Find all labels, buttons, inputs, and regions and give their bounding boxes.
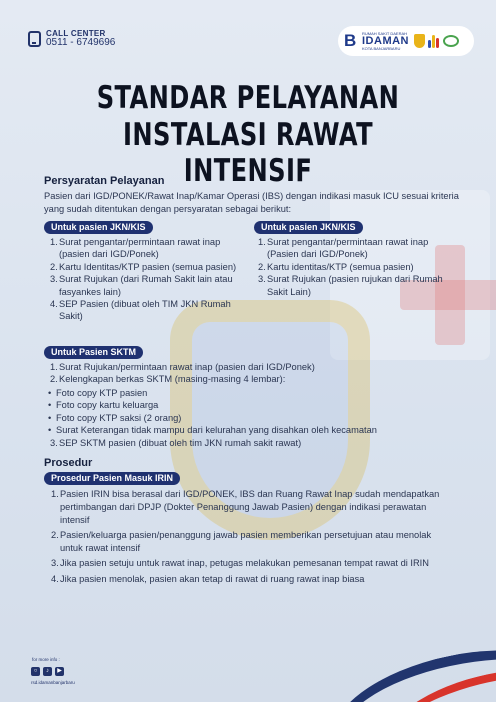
list-item: 3. Jika pasien setuju untuk rawat inap, petugas melakukan pemesanan tempat rawat di IRIN xyxy=(51,558,429,569)
city-emblem-icon xyxy=(414,34,425,48)
list-item: 4. Jika pasien menolak, pasien akan tetap di rawat di ruang rawat inap biasa xyxy=(51,573,365,584)
prosedur-label: Prosedur Pasien Masuk IRIN xyxy=(44,472,180,485)
persyaratan-intro: Pasien dari IGD/PONEK/Rawat Inap/Kamar Operasi (IBS) dengan indikasi masuk ICU sesuai kriteria yang sudah ditentukan dengan persyaratan sebagai berikut: xyxy=(44,191,459,214)
jkn-left-label: Untuk pasien JKN/KIS xyxy=(44,221,153,234)
list-item: 2. Kartu Identitas/KTP pasien (semua pasien) xyxy=(50,261,237,272)
list-item: 3. Surat Rujukan (dari Rumah Sakit lain atau fasyankes lain) xyxy=(50,274,233,297)
call-center xyxy=(28,30,115,49)
follow-text: for more info : xyxy=(32,657,60,662)
accreditation-logo-icon xyxy=(443,35,459,47)
logo-small-text: RUMAH SAKIT DAERAH xyxy=(362,30,408,36)
list-item: 2. Pasien/keluarga pasien/penanggung jawab pasien memberikan persetujuan atau menolak untuk rawat intensif xyxy=(51,530,432,554)
list-item: 2. Kelengkapan berkas SKTM (masing-masing 4 lembar): xyxy=(50,374,286,385)
youtube-icon[interactable]: ▶ xyxy=(55,667,64,676)
social-handle: rsd.idamanbanjarbaru xyxy=(31,680,75,685)
hospital-logos xyxy=(338,26,474,56)
logo-name: IDAMAN xyxy=(362,34,409,47)
sktm-label: Untuk Pasien SKTM xyxy=(44,346,143,359)
call-center-number: 0511 - 6749696 xyxy=(46,37,116,49)
sktm-list-bottom xyxy=(50,437,470,449)
list-item: • Surat Keterangan tidak mampu dari kelurahan yang disahkan oleh kecamatan xyxy=(47,424,467,436)
persyaratan-heading: Persyaratan Pelayanan xyxy=(44,175,165,187)
phone-icon xyxy=(28,31,41,47)
list-item: 1. Surat pengantar/permintaan rawat inap (pasien dari IGD/Ponek) xyxy=(50,237,221,260)
list-item: 3. Surat Rujukan (pasien rujukan dari Rumah Sakit Lain) xyxy=(258,274,443,297)
social-icons xyxy=(31,667,67,676)
logo-city: KOTA BANJARBARU xyxy=(362,45,401,51)
hospital-logo-icon: B xyxy=(344,31,357,50)
prosedur-list xyxy=(51,488,455,586)
sktm-list-top xyxy=(50,361,470,386)
jkn-right-list xyxy=(258,236,453,298)
list-item: 3. SEP SKTM pasien (dibuat oleh tim JKN rumah sakit rawat) xyxy=(50,438,302,448)
list-item: • Foto copy KTP saksi (2 orang) xyxy=(47,412,467,424)
page-title-line2: INSTALASI RAWAT INTENSIF xyxy=(123,117,373,189)
list-item: 1. Pasien IRIN bisa berasal dari IGD/PONEK, IBS dan Ruang Rawat Inap sudah mendapatkan pertimbangan dari DPJP (Dokter Penanggung Jawab Pasien) dengan indikasi perawatan intensif xyxy=(51,489,440,526)
bars-logo-icon xyxy=(428,34,439,48)
sktm-bullet-list xyxy=(47,387,467,437)
jkn-left-list xyxy=(50,236,248,323)
list-item: 2. Kartu identitas/KTP (semua pasien) xyxy=(258,261,414,272)
instagram-icon[interactable]: ○ xyxy=(31,667,40,676)
jkn-right-label: Untuk pasien JKN/KIS xyxy=(254,221,363,234)
list-item: • Foto copy kartu keluarga xyxy=(47,399,467,411)
tiktok-icon[interactable]: ♪ xyxy=(43,667,52,676)
page-title-line1: STANDAR PELAYANAN xyxy=(96,80,400,116)
list-item: • Foto copy KTP pasien xyxy=(47,387,467,399)
list-item: 4. SEP Pasien (dibuat oleh TIM JKN Rumah Sakit) xyxy=(50,299,231,322)
prosedur-heading: Prosedur xyxy=(44,457,93,469)
list-item: 1. Surat pengantar/permintaan rawat inap (Pasien dari IGD/Ponek) xyxy=(258,237,429,260)
list-item: 1. Surat Rujukan/permintaan rawat inap (pasien dari IGD/Ponek) xyxy=(50,362,315,372)
call-center-label: CALL CENTER xyxy=(46,29,106,38)
